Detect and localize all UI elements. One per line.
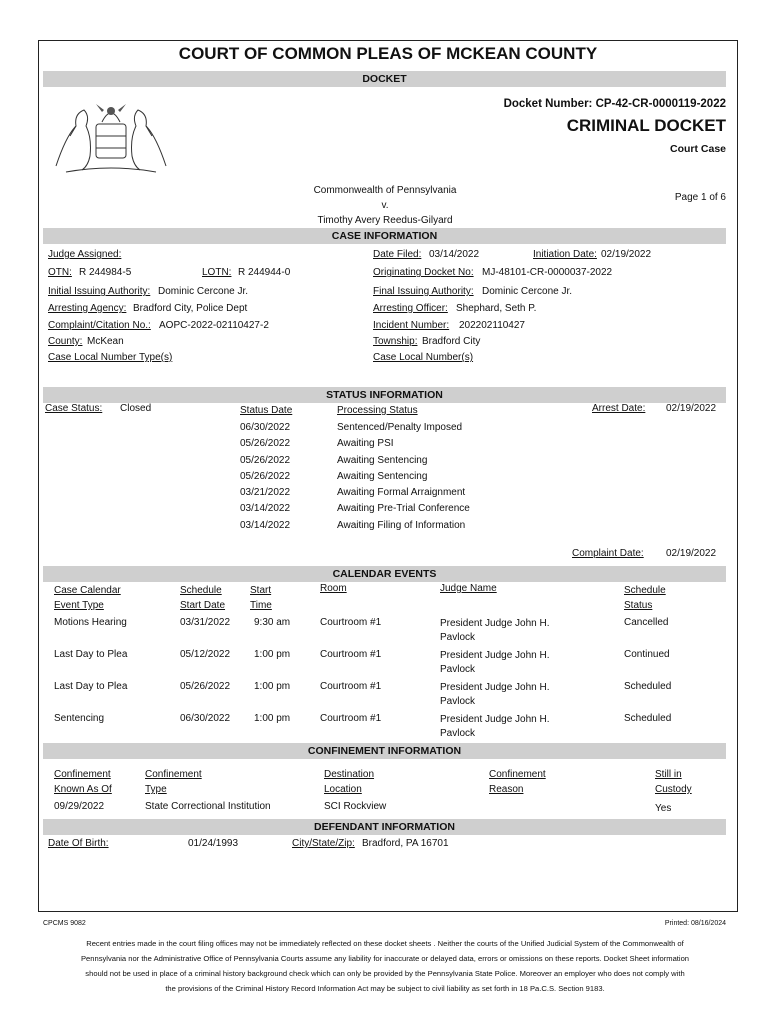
event-date: 05/26/2022 [180, 681, 231, 692]
status-row-status: Awaiting Sentencing [337, 470, 428, 482]
status-row-status: Sentenced/Penalty Imposed [337, 422, 463, 433]
county: McKean [87, 336, 124, 347]
event-time: 1:00 pm [254, 649, 291, 660]
initial-auth-label: Initial Issuing Authority: [48, 286, 151, 297]
col-label: Type [145, 784, 167, 795]
dob: 01/24/1993 [188, 838, 239, 849]
local-number-label: Case Local Number(s) [373, 352, 474, 363]
col-label: Custody [655, 784, 692, 795]
complaint-date: 02/19/2022 [666, 548, 717, 559]
initiation-label: Initiation Date: [533, 249, 597, 260]
date-filed: 03/14/2022 [429, 249, 480, 260]
status-row-status: Awaiting Formal Arraignment [337, 487, 466, 499]
judge-label: Judge Assigned: [48, 249, 122, 260]
col-start-time [250, 583, 272, 613]
col-judge: Judge Name [440, 583, 497, 594]
status-row-status: Awaiting PSI [337, 438, 394, 450]
col-start-date [180, 583, 225, 613]
case-kind: Court Case [669, 143, 726, 155]
col-still-in-custody [655, 767, 692, 797]
col-label: Start Date [180, 600, 226, 611]
col-label: Confinement [145, 769, 202, 780]
confinement-type: State Correctional Institution [145, 801, 271, 812]
status-row-status: Awaiting Pre-Trial Conference [337, 503, 470, 515]
dob-label: Date Of Birth: [48, 838, 109, 849]
form-number: CPCMS 9082 [43, 920, 86, 927]
col-label: Location [324, 784, 362, 795]
docket-type: CRIMINAL DOCKET [566, 116, 726, 135]
initiation-date: 02/19/2022 [601, 249, 652, 260]
status-row-date: 05/26/2022 [240, 454, 291, 466]
event-type: Motions Hearing [54, 617, 127, 628]
event-date: 06/30/2022 [180, 713, 231, 724]
event-room: Courtroom #1 [320, 649, 382, 660]
col-event-type [54, 583, 121, 613]
complaint-number: AOPC-2022-02110427-2 [159, 320, 269, 331]
disclaimer: Recent entries made in the court filing offices may not be immediately reflected on these docket sheets . Neither the courts of the Unified Judicial System of the Commonwealth of Pennsylvania nor the Administrative Office of Pennsylvania Courts assume any liability for inaccurate or delayed data, errors or omissions on these reports. Docket Sheet information should not be used in place of a criminal history background check which can only be provided by the Pennsylvania State Police. Moreover an employer who does not comply with the provisions of the Criminal History Record Information Act may be subject to civil liability as set forth in 18 Pa.C.S. Section 9183. [80, 939, 690, 993]
event-type: Sentencing [54, 713, 105, 724]
event-room: Courtroom #1 [320, 681, 382, 692]
status-info-header: STATUS INFORMATION [43, 387, 726, 403]
col-known-as-of [54, 767, 112, 797]
orig-docket-label: Originating Docket No: [373, 267, 474, 278]
event-status: Continued [624, 649, 670, 660]
printed-date: Printed: 08/16/2024 [664, 920, 726, 927]
case-status-label: Case Status: [45, 403, 103, 414]
case-caption [250, 183, 520, 228]
confinement-header: CONFINEMENT INFORMATION [43, 743, 726, 759]
status-row-date: 05/26/2022 [240, 470, 291, 482]
city-state-zip: Bradford, PA 16701 [362, 838, 449, 849]
event-judge: President Judge John H. [440, 618, 550, 629]
status-row-date: 05/26/2022 [240, 438, 291, 450]
col-reason [489, 767, 546, 797]
event-room: Courtroom #1 [320, 617, 382, 628]
defendant-header: DEFENDANT INFORMATION [43, 819, 726, 835]
incident-number: 202202110427 [459, 320, 525, 331]
col-label: Known As Of [54, 784, 112, 795]
complaint-label: Complaint/Citation No.: [48, 320, 151, 331]
event-time: 1:00 pm [254, 681, 291, 692]
event-date: 05/12/2022 [180, 649, 231, 660]
event-judge: President Judge John H. [440, 714, 550, 725]
orig-docket: MJ-48101-CR-0000037-2022 [482, 267, 613, 278]
docket-bar: DOCKET [43, 71, 726, 87]
lotn: R 244944-0 [238, 267, 291, 278]
still-in-custody: Yes [655, 803, 672, 814]
col-confinement-type [145, 767, 202, 797]
col-label: Schedule [624, 585, 666, 596]
versus: v. [381, 200, 389, 211]
otn: R 244984-5 [79, 267, 132, 278]
status-row-date: 03/14/2022 [240, 503, 291, 515]
final-auth: Dominic Cercone Jr. [482, 286, 573, 297]
final-auth-label: Final Issuing Authority: [373, 286, 474, 297]
processing-status-label: Processing Status [337, 405, 418, 416]
defendant-name: Timothy Avery Reedus-Gilyard [317, 215, 453, 226]
col-label: Destination [324, 769, 375, 780]
case-info-header: CASE INFORMATION [43, 228, 726, 244]
col-label: Case Calendar [54, 585, 121, 596]
event-type: Last Day to Plea [54, 681, 128, 692]
otn-label: OTN: [48, 267, 72, 278]
incident-label: Incident Number: [373, 320, 450, 331]
pennsylvania-seal-icon [46, 96, 176, 176]
col-schedule-status [624, 583, 666, 613]
col-label: Time [250, 600, 272, 611]
complaint-date-label: Complaint Date: [572, 548, 644, 559]
col-label: Still in [655, 769, 682, 780]
arresting-agency-label: Arresting Agency: [48, 303, 127, 314]
event-status: Cancelled [624, 617, 669, 628]
col-label: Reason [489, 784, 524, 795]
col-destination [324, 767, 374, 797]
status-date-list [240, 420, 290, 534]
calendar-header: CALENDAR EVENTS [43, 566, 726, 582]
col-room: Room [320, 583, 347, 594]
col-label: Start [250, 585, 272, 596]
col-label: Schedule [180, 585, 222, 596]
county-label: County: [48, 336, 83, 347]
page-indicator: Page 1 of 6 [674, 192, 726, 203]
status-date-label: Status Date [240, 405, 293, 416]
event-judge: President Judge John H. [440, 650, 550, 661]
event-status: Scheduled [624, 713, 672, 724]
status-processing-list [337, 420, 470, 534]
status-row-status: Awaiting Filing of Information [337, 519, 466, 531]
event-judge: Pavlock [440, 632, 476, 643]
status-row-date: 03/14/2022 [240, 519, 291, 531]
arrest-date: 02/19/2022 [666, 403, 717, 414]
destination: SCI Rockview [324, 801, 387, 812]
event-time: 1:00 pm [254, 713, 291, 724]
initial-auth: Dominic Cercone Jr. [158, 286, 249, 297]
col-label: Event Type [54, 600, 104, 611]
arresting-officer: Shephard, Seth P. [456, 303, 537, 314]
status-row-date: 03/21/2022 [240, 487, 291, 499]
event-judge: Pavlock [440, 696, 476, 707]
event-date: 03/31/2022 [180, 617, 231, 628]
status-row-date: 06/30/2022 [240, 422, 291, 433]
status-row-status: Awaiting Sentencing [337, 454, 428, 466]
township-label: Township: [373, 336, 418, 347]
arrest-date-label: Arrest Date: [592, 403, 646, 414]
lotn-label: LOTN: [202, 267, 232, 278]
township: Bradford City [422, 336, 481, 347]
known-as-of: 09/29/2022 [54, 801, 105, 812]
city-state-zip-label: City/State/Zip: [292, 838, 355, 849]
arresting-officer-label: Arresting Officer: [373, 303, 448, 314]
arresting-agency: Bradford City, Police Dept [133, 303, 248, 314]
date-filed-label: Date Filed: [373, 249, 422, 260]
event-judge: Pavlock [440, 728, 476, 739]
event-judge: Pavlock [440, 664, 476, 675]
event-time: 9:30 am [254, 617, 291, 628]
col-label: Confinement [54, 769, 111, 780]
case-status: Closed [120, 403, 152, 414]
event-status: Scheduled [624, 681, 672, 692]
col-label: Status [624, 600, 653, 611]
col-label: Confinement [489, 769, 546, 780]
local-type-label: Case Local Number Type(s) [48, 352, 173, 363]
event-judge: President Judge John H. [440, 682, 550, 693]
event-type: Last Day to Plea [54, 649, 128, 660]
court-title: COURT OF COMMON PLEAS OF MCKEAN COUNTY [178, 44, 598, 63]
event-room: Courtroom #1 [320, 713, 382, 724]
plaintiff-name: Commonwealth of Pennsylvania [313, 185, 457, 196]
docket-number: Docket Number: CP-42-CR-0000119-2022 [503, 98, 726, 110]
